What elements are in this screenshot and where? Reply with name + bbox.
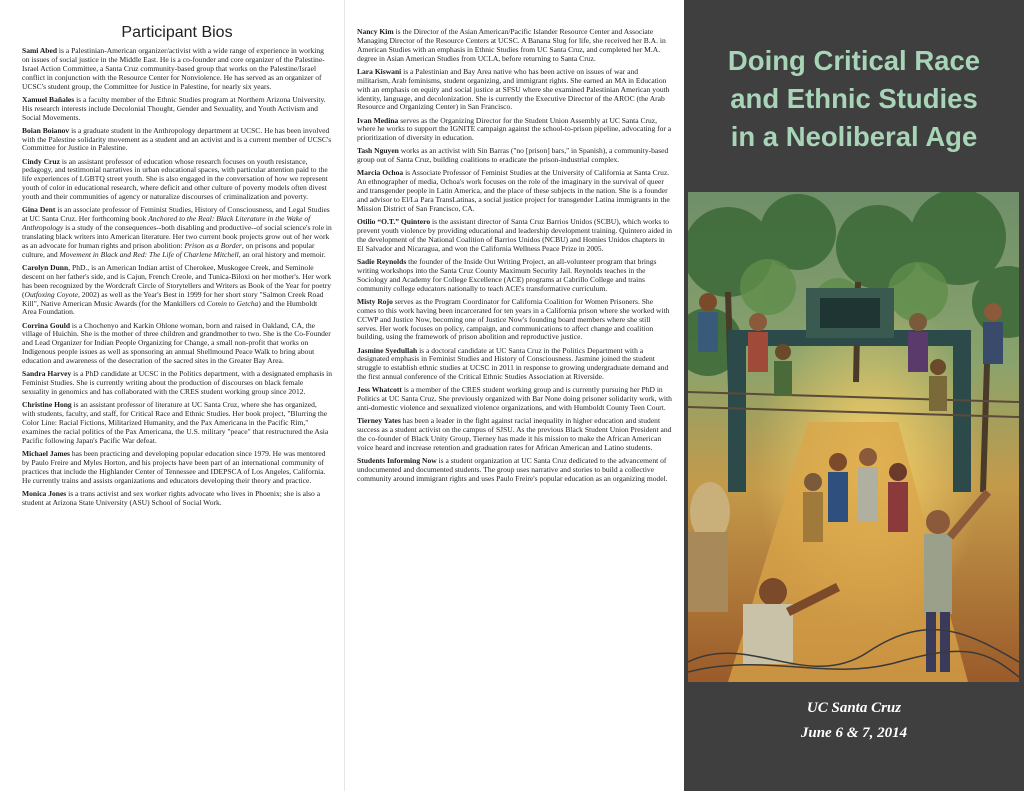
bio-name: Nancy Kim xyxy=(357,27,394,36)
bio-name: Christine Hong xyxy=(22,400,72,410)
cover-title xyxy=(684,42,1024,156)
cover-location: UC Santa Cruz xyxy=(806,700,902,716)
bios-title: Participant Bios xyxy=(121,24,233,41)
bio-text: ) and the Humboldt Area Foundation. xyxy=(22,298,318,317)
bio-text: is a Chochenyo and Karkin Ohlone woman, born and raised in Oakland, CA, the village of Huichin. She is the mother of three children and grandmother to two. She is the Co-Founder and Lead Organizer for Indian People Organizing for Change, a small non-profit that works on Indigenous people issues as well as sponsoring an annual Shellmound Peace Walk to bring about education and awareness of the desecration of the sacred sites in the Greater Bay Area. xyxy=(22,320,331,366)
bio-text: , an oral history and memoir. xyxy=(238,249,326,259)
bio-entry xyxy=(22,47,332,92)
bio-text: serves as the Organizing Director for the Student Union Assembly at UC Santa Cruz, where he works to support the IGNITE campaign against the school-to-prison pipeline, advocating for a prioritization of diversity in education. xyxy=(357,115,672,143)
bio-name: Otilio “O.T.” Quintero xyxy=(357,217,431,227)
bio-entry xyxy=(22,370,332,397)
bio-name: Marcia Ochoa xyxy=(357,168,404,178)
bio-entry xyxy=(22,264,332,317)
bio-entry xyxy=(22,96,332,123)
bio-name: Tash Nguyen xyxy=(357,146,399,156)
bio-title-italic: Outfoxing Coyote xyxy=(24,289,78,299)
bio-text: is a trans activist and sex worker rights advocate who lives in Phoenix; she is also a student at Arizona State University (ASU) School of Social Work. xyxy=(22,488,321,507)
bios-column-middle xyxy=(344,0,684,791)
bio-entry xyxy=(357,417,672,453)
bio-entry xyxy=(357,347,672,383)
bio-text: is a doctoral candidate at UC Santa Cruz in the Politics Department with a designated emphasis in Feminist Studies and History of Consciousness. Jasmine joined the student struggle to establish ethnic studies at UCSC in 2011 in response to growing undergraduate demand and the first annual conference of the Critical Ethnic Studies Association at Riverside. xyxy=(357,345,669,382)
bio-name: Misty Rojo xyxy=(357,296,393,306)
bio-name: Boian Boianov xyxy=(22,125,70,135)
bio-text: is a member of the CRES student working group and is currently pursuing her PhD in Politics at UC Santa Cruz. She previously organized with Bar None doing prisoner solidarity work, with anti-domestic violence and sexualized violence organizations, and with Humboldt County Teen Court. xyxy=(357,385,672,413)
cover-title-line: Doing Critical Race xyxy=(727,45,981,76)
bio-text: has been a leader in the fight against racial inequality in higher education and student success as a student activist on the campus of SJSU. As the previous Black Student Union President and the co-founder of Black Unity Group, Tierney has made it his mission to make the African American voice heard and increase retention and graduation rates for African American and Latino students. xyxy=(357,416,672,452)
bio-text: is a faculty member of the Ethnic Studies program at Northern Arizona University. His research interests include Decolonial Thought, Gender and Sexuality, and Youth Activism and Social Movements. xyxy=(22,94,326,122)
bio-text: , 2002) as well as the Year's Best in 1999 for her short story "Salmon Creek Road Kill", Native American Music Awards (for the Mankillers cd xyxy=(22,289,324,308)
bio-title-italic: Movement in Black and Red: The Life of Charlene Mitchell xyxy=(59,249,239,259)
bio-entry xyxy=(22,450,332,486)
bio-name: Tierney Yates xyxy=(357,416,401,426)
cover-title-line: in a Neoliberal Age xyxy=(730,121,978,152)
bio-entry xyxy=(22,158,332,203)
bio-entry xyxy=(357,68,672,113)
bio-text: is a Palestinian-American organizer/activist with a wide range of experience in working on issues of social justice in the Middle East. He is a co-founder and core organizer of the Palestine-Israel Action Committee, a Santa Cruz community-based group that works on the Palestine/Israel conflict in conjunction with the Resource Center for Nonviolence. He has served as an organizer of UCSC's student group, the Committee for Justice in Palestine, for nearly six years. xyxy=(22,46,325,91)
bio-name: Sami Abed xyxy=(22,46,58,55)
bio-name: Lara Kiswani xyxy=(357,66,402,76)
bio-entry xyxy=(357,298,672,343)
bio-title-italic: Prison as a Border xyxy=(184,240,242,250)
bio-name: Jasmine Syedullah xyxy=(357,345,418,355)
bio-name: Corrina Gould xyxy=(22,320,71,330)
bio-name: Monica Jones xyxy=(22,488,67,498)
bio-text: works as an activist with Sin Barras ("no [prison] bars," in Spanish), a community-based group out of Santa Cruz, building coalitions to eradicate the prison-industrial complex. xyxy=(357,146,669,165)
bio-name: Ivan Medina xyxy=(357,115,399,125)
bio-text: is the Director of the Asian American/Pacific Islander Resource Center and Associate Managing Director of the Resource Centers at UCSC. A Banana Slug for life, she received her B.A. in American Studies with an emphasis in Ethnic Studies from UC Santa Cruz, and completed her M.A. degree in Asian American Studies from UCLA, before returning to Santa Cruz. xyxy=(357,27,666,63)
bio-entry xyxy=(357,147,672,165)
cover-panel xyxy=(684,0,1024,791)
mural-illustration xyxy=(688,192,1019,682)
bio-name: Cindy Cruz xyxy=(22,156,60,166)
bio-entry xyxy=(22,206,332,259)
bio-text: is a study of the consequences--both disabling and productive--of social science's role in translating black writers into American literature. Her two current book projects grow out of her work as an advocate for human rights and prison abolition: xyxy=(22,223,332,250)
bio-text: is a graduate student in the Anthropology department at UCSC. He has been involved with the Palestine solidarity movement as a student and an activist and is a current member of UCSC's Committee for Justice in Palestine. xyxy=(22,125,332,153)
bio-entry xyxy=(357,258,672,294)
bio-text: the founder of the Inside Out Writing Project, an all-volunteer program that brings writing workshops into the Santa Cruz County Maximum Security Jail. Reynolds teaches in the Sociology and Academy for College Excellence (ACE) programs at Cabrillo College and trains community college educators nationally to teach ACE's transformative curriculum. xyxy=(357,256,657,293)
bio-text: serves as the Program Coordinator for California Coalition for Women Prisoners. She comes to this work having been incarcerated for ten years in a California prison where she worked with CCWP and Justice Now, becoming one of Justice Now's founding board members where she still serves. Her work focuses on policy, campaign, and communications to affect change and coalition building, using the framework of prison abolition and reproductive justice. xyxy=(357,296,670,342)
bio-entry xyxy=(357,218,672,254)
bio-entry xyxy=(357,386,672,413)
mural-artwork xyxy=(688,192,1019,682)
cover-dates: June 6 & 7, 2014 xyxy=(800,725,908,741)
bio-list-middle xyxy=(357,28,672,484)
bio-title-italic: Comin to Getcha xyxy=(206,298,259,308)
bio-entry xyxy=(357,169,672,214)
bio-entry xyxy=(357,28,672,64)
bio-text: is a PhD candidate at UCSC in the Politics department, with a designated emphasis in Feminist Studies. She is currently writing about the production of discourses on black female sexuality in genomics and has collaborated with the CRES student working group since 2012. xyxy=(22,369,333,397)
bio-text: , PhD., is an American Indian artist of Cherokee, Muskogee Creek, and Seminole descent on her father's side, and is Cajun, French Creole, and Tunica-Biloxi on her mother's. Her work has been recognized by the Wordcraft Circle of Storytellers and Writers as Book of the Year for poetry ( xyxy=(22,262,332,299)
bio-entry xyxy=(22,127,332,154)
bio-name: Gina Dent xyxy=(22,205,56,215)
bio-name: Xamuel Bañales xyxy=(22,94,75,104)
bio-entry xyxy=(357,457,672,484)
bio-text: is Associate Professor of Feminist Studies at the University of California at Santa Cruz. An ethnographer of media, Ochoa's work focuses on the role of the imaginary in the survival of queer and transgender people in Latin America, and the place of these subjects in the nation. She is a founder and advisor to El/La Para TransLatinas, a social justice project for transgender Latina immigrants in the Mission District of San Francisco, CA. xyxy=(357,168,670,214)
bio-text: is a Palestinian and Bay Area native who has been active on issues of war and militarism, Arab feminisms, student organizing, and immigrant rights. She earned an MA in Education with an emphasis on equity and social justice at SFSU where she examined Palestinian American youth identity, language, and decolonization. She is currently the Executive Director of the AROC (the Arab Resource and Organizing Center) in San Francisco. xyxy=(357,66,670,112)
bio-text: is an assistant professor of education whose research focuses on youth resistance, pedagogy, and testimonial narratives in urban educational spaces, with particular attention paid to the life experiences of LGBTQ street youth. She is also engaged in the conversation of how we represent youth of color in educational research, where deficit and other culture of poverty models often divest youth and their communities of agency or naturalize discourses of criminalization and poverty. xyxy=(22,156,328,202)
cover-title-line: and Ethnic Studies xyxy=(730,83,978,114)
bio-name: Sadie Reynolds xyxy=(357,256,407,266)
bio-text: is a student organization at UC Santa Cruz dedicated to the advancement of undocumented and documented students. The group uses narrative and stories to build a collective community around immigrant rights and uses Paulo Freire's popular education as an organizing model. xyxy=(357,456,668,483)
bio-entry xyxy=(22,490,332,508)
bio-text: has been practicing and developing popular education since 1979. He was mentored by Paulo Freire and Myles Horton, and his projects have been part of an international community of practices that include the Highlander Center of Tennessee and IDEPSCA of Los Angeles, California. He currently trains and assists organizations and educators developing their theory and practice. xyxy=(22,448,326,485)
bio-entry xyxy=(357,117,672,144)
bio-name: Students Informing Now xyxy=(357,456,437,466)
bio-title-italic: Anchored to the Real: Black Literature in the Wake of Anthropology xyxy=(22,214,311,233)
bio-text: is an associate professor of Feminist Studies, History of Consciousness, and Legal Studies at UC Santa Cruz. Her forthcoming book xyxy=(22,205,330,224)
bio-text: , on prisons and popular culture, and xyxy=(22,240,315,259)
bio-name: Jess Whatcott xyxy=(357,385,402,395)
bio-name: Carolyn Dunn xyxy=(22,262,69,272)
bio-entry xyxy=(22,401,332,446)
bio-list-left xyxy=(22,47,332,507)
bios-column-left xyxy=(0,0,344,791)
bio-name: Michael James xyxy=(22,448,70,458)
bio-name: Sandra Harvey xyxy=(22,369,72,379)
bio-text: is an assistant professor of literature at UC Santa Cruz, where she has organized, with students, faculty, and staff, for Critical Race and Ethnic Studies. Her book project, "Blurring the Color Line: Racial Fictions, Militarized Humanity, and the Pax Americana in the Pacific Rim," examines the racial politics of the Pax Americana, the U.S. military "peace" that restructured the Asia Pacific following Japan's Pacific War defeat. xyxy=(22,400,329,445)
bio-entry xyxy=(22,322,332,367)
bio-text: is the assistant director of Santa Cruz Barrios Unidos (SCBU), which works to prevent youth violence by providing educational and leadership development training. Quintero aided in the development of the National Coalition of Barrios Unidos (NCBU) and Homies Unidos chapters in El Salvador and Nicaragua, and won the California Wellness Peace Prize in 2005. xyxy=(357,217,672,253)
